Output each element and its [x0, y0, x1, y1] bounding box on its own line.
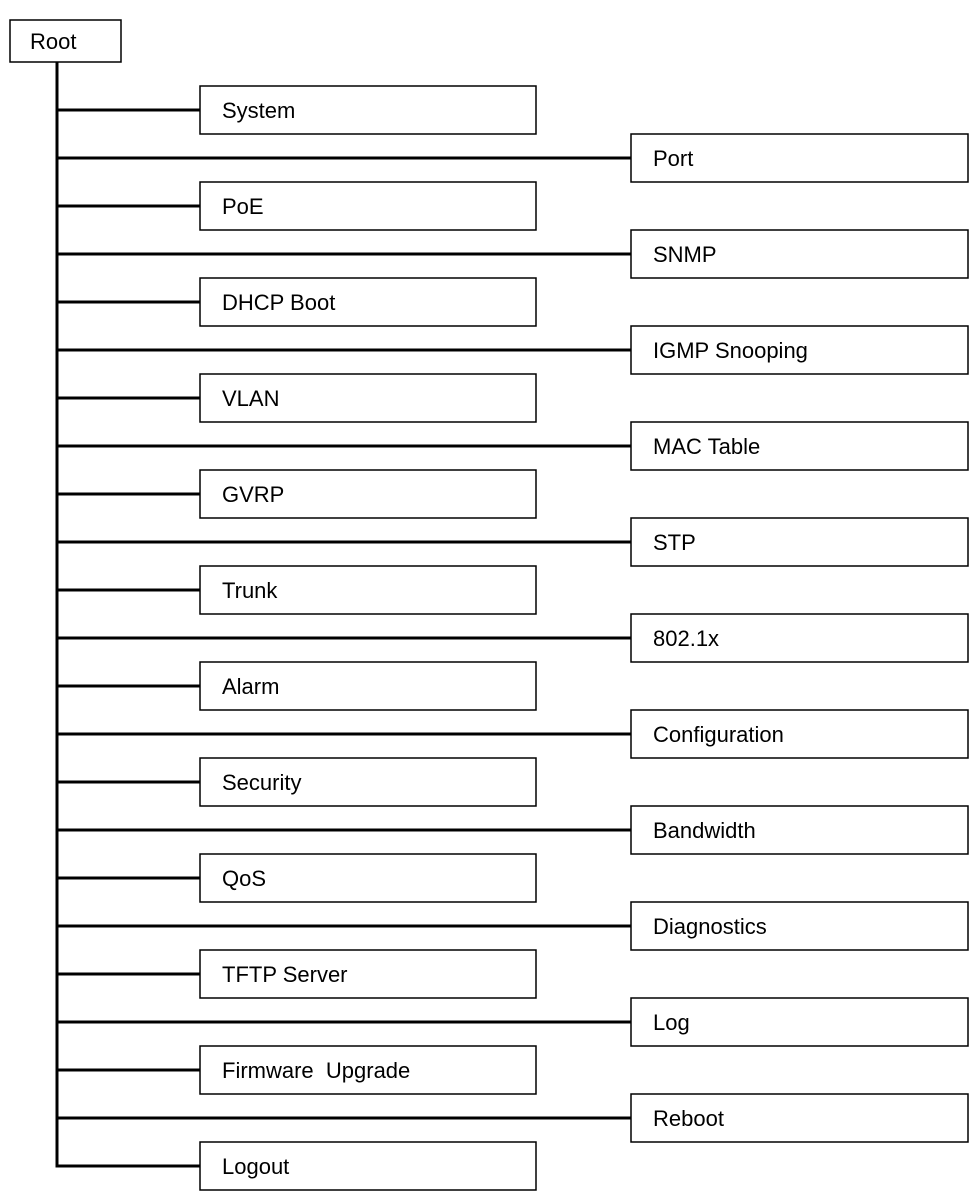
menu-node-reboot: [631, 1094, 968, 1142]
menu-node-gvrp: [200, 470, 536, 518]
menu-node-label: QoS: [222, 866, 267, 891]
menu-node-dhcp-boot: [200, 278, 536, 326]
menu-node-log: [631, 998, 968, 1046]
menu-node-vlan: [200, 374, 536, 422]
menu-node-igmp-snooping: [631, 326, 968, 374]
menu-node-label: Alarm: [222, 674, 280, 699]
menu-node-mac-table: [631, 422, 968, 470]
menu-node-802-1x: [631, 614, 968, 662]
menu-node-label: TFTP Server: [222, 962, 348, 987]
menu-node-logout: [200, 1142, 536, 1190]
menu-node-label: PoE: [222, 194, 264, 219]
menu-node-label: MAC Table: [653, 434, 761, 459]
menu-node-bandwidth: [631, 806, 968, 854]
menu-node-label: Firmware Upgrade: [222, 1058, 411, 1083]
menu-node-poe: [200, 182, 536, 230]
menu-node-label: System: [222, 98, 296, 123]
menu-node-alarm: [200, 662, 536, 710]
menu-node-security: [200, 758, 536, 806]
menu-node-label: Trunk: [222, 578, 278, 603]
root-node: [10, 20, 121, 62]
menu-node-firmware-upgrade: [200, 1046, 536, 1094]
root-node-label: Root: [30, 29, 77, 54]
menu-node-label: SNMP: [653, 242, 717, 267]
menu-node-tftp-server: [200, 950, 536, 998]
menu-node-label: VLAN: [222, 386, 280, 411]
menu-node-label: Reboot: [653, 1106, 724, 1131]
menu-node-stp: [631, 518, 968, 566]
menu-node-label: Log: [653, 1010, 690, 1035]
menu-node-label: DHCP Boot: [222, 290, 336, 315]
menu-node-trunk: [200, 566, 536, 614]
menu-node-label: Configuration: [653, 722, 784, 747]
menu-node-label: Diagnostics: [653, 914, 767, 939]
menu-node-label: Bandwidth: [653, 818, 756, 843]
menu-node-label: 802.1x: [653, 626, 720, 651]
menu-node-qos: [200, 854, 536, 902]
menu-node-label: Security: [222, 770, 302, 795]
menu-node-label: GVRP: [222, 482, 285, 507]
menu-node-port: [631, 134, 968, 182]
menu-node-system: [200, 86, 536, 134]
menu-node-snmp: [631, 230, 968, 278]
menu-node-label: IGMP Snooping: [653, 338, 808, 363]
menu-node-diagnostics: [631, 902, 968, 950]
menu-node-configuration: [631, 710, 968, 758]
menu-node-label: Port: [653, 146, 694, 171]
menu-node-label: Logout: [222, 1154, 290, 1179]
menu-node-label: STP: [653, 530, 696, 555]
